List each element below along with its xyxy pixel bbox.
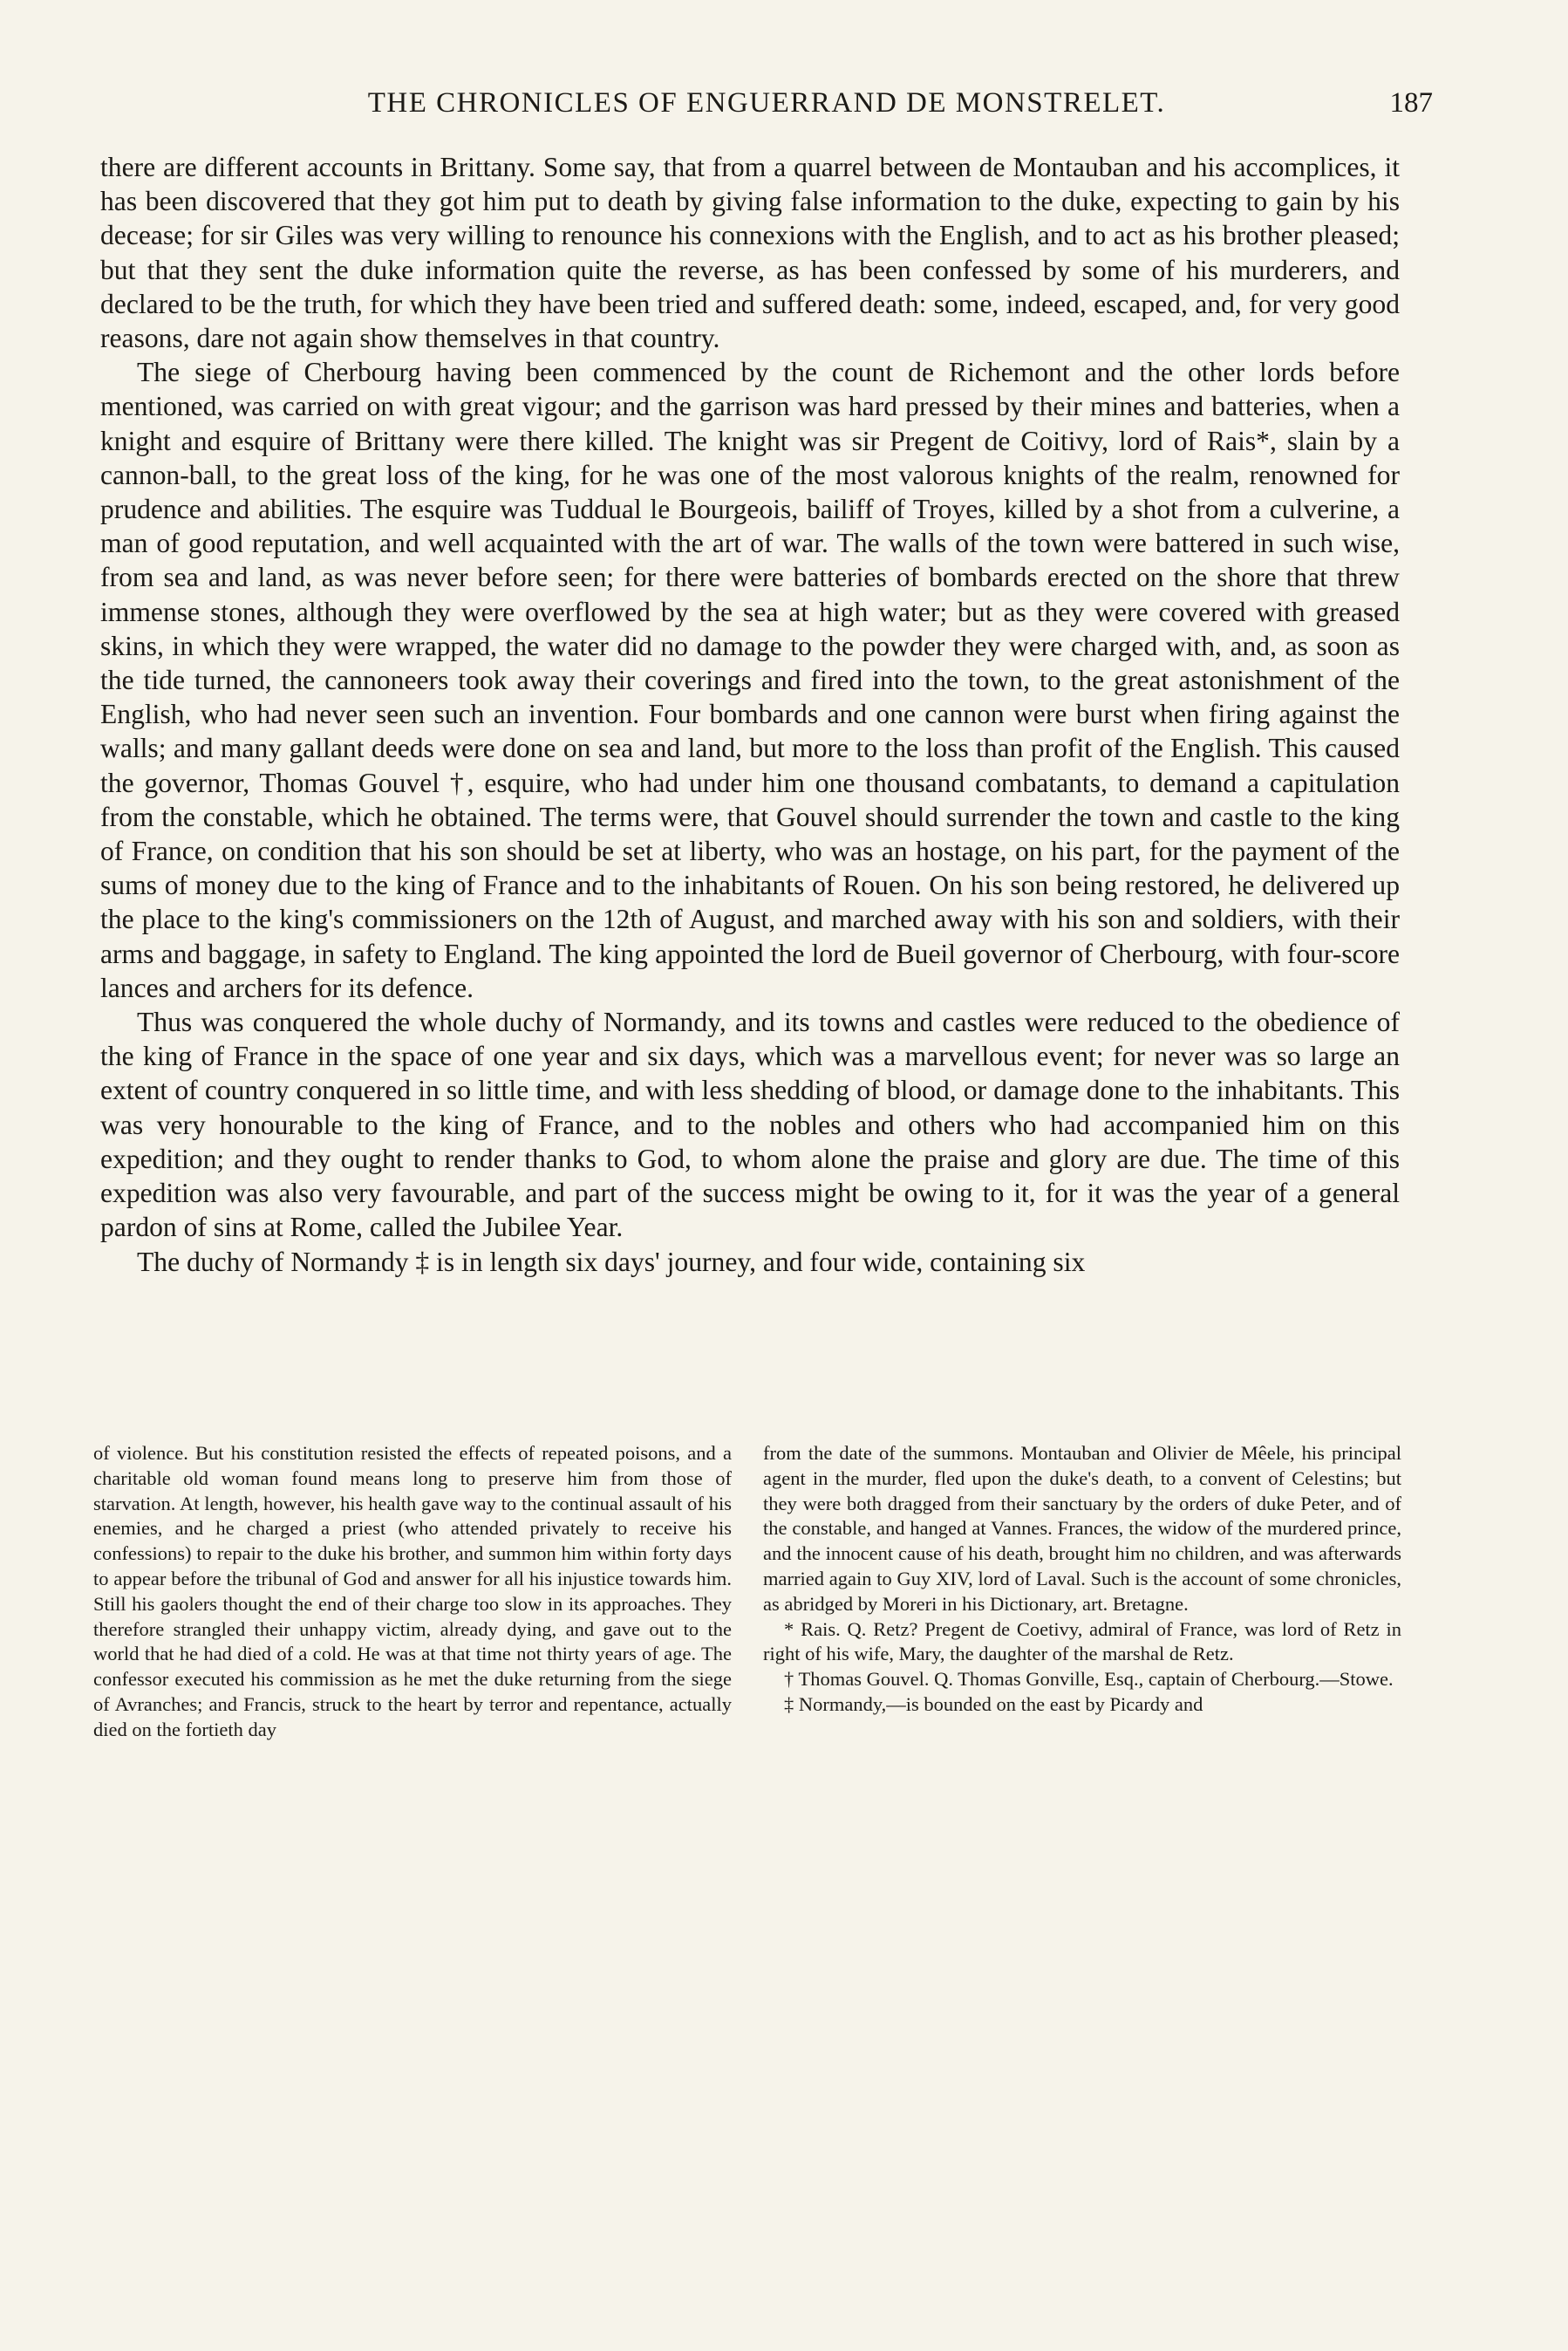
footnote: of violence. But his constitution resisted the effects of repeated poisons, and a charitable old woman found means long to preserve him from those of starvation. At length, however, his health gave way to the continual assault of his enemies, and he charged a priest (who attended privately to receive his confessions) to repair to the duke his brother, and summon him within forty days to appear before the tribunal of God and answer for all his injustice towards him. Still his gaolers thought the end of their charge too slow in its approaches. They therefore strangled their unhappy victim, already dying, and gave out to the world that he had died of a cold. He was at that time not thirty years of age. The confessor executed his commission as he met the duke returning from the siege of Avranches; and Francis, struck to the heart by terror and repentance, actually died on the fortieth day [93, 1442, 732, 1740]
page-header [100, 87, 1433, 140]
paragraph: Thus was conquered the whole duchy of Normandy, and its towns and castles were reduced to the obedience of the king of France in the space of one year and six days, which was a marvellous event; for never was so large an extent of country conquered in so little time, and with less shedding of blood, or damage done to the inhabitants. This was very honourable to the king of France, and to the nobles and others who had accompanied him on this expedition; and they ought to render thanks to God, to whom alone the praise and glory are due. The time of this expedition was also very favourable, and part of the success might be owing to it, for it was the year of a general pardon of sins at Rome, called the Jubilee Year. [100, 1007, 1400, 1243]
footnote: † Thomas Gouvel. Q. Thomas Gonville, Esq., captain of Cherbourg.—Stowe. [784, 1668, 1394, 1691]
footnote: from the date of the summons. Montauban and Olivier de Mêele, his principal agent in the murder, fled upon the duke's death, to a convent of Celestins; but they were both dragged from their sanctuary by the orders of duke Peter, and of the constable, and hanged at Vannes. Frances, the widow of the murdered prince, and the innocent cause of his death, brought him no children, and was afterwards married again to Guy XIV, lord of Laval. Such is the account of some chronicles, as abridged by Moreri in his Dictionary, art. Bretagne. [763, 1442, 1401, 1615]
paragraph: The duchy of Normandy ‡ is in length six days' journey, and four wide, containing six [137, 1246, 1086, 1277]
paragraph: there are different accounts in Brittany. Some say, that from a quarrel between de Montauban and his accomplices, it has been discovered that they got him put to death by giving false information to the duke, expecting to gain by his decease; for sir Giles was very willing to renounce his connexions with the English, and to act as his brother pleased; but that they sent the duke information quite the reverse, as has been confessed by some of his murderers, and declared to be the truth, for which they have been tried and suffered death: some, indeed, escaped, and, for very good reasons, dare not again show themselves in that country. [100, 152, 1400, 354]
main-text [100, 150, 1400, 1279]
footnote: ‡ Normandy,—is bounded on the east by Picardy and [784, 1692, 1203, 1715]
footnote: * Rais. Q. Retz? Pregent de Coetivy, admiral of France, was lord of Retz in right of his wife, Mary, the daughter of the marshal de Retz. [763, 1617, 1401, 1665]
footnote-column-right [763, 1441, 1401, 1743]
running-title: THE CHRONICLES OF ENGUERRAND DE MONSTRELET. [367, 87, 1166, 119]
page-number: 187 [1389, 87, 1433, 119]
paragraph: The siege of Cherbourg having been commenced by the count de Richemont and the other lords before mentioned, was carried on with great vigour; and the garrison was hard pressed by their mines and batteries, when a knight and esquire of Brittany were there killed. The knight was sir Pregent de Coitivy, lord of Rais*, slain by a cannon-ball, to the great loss of the king, for he was one of the most valorous knights of the realm, renowned for prudence and abilities. The esquire was Tuddual le Bourgeois, bailiff of Troyes, killed by a shot from a culverine, a man of good reputation, and well acquainted with the art of war. The walls of the town were battered in such wise, from sea and land, as was never before seen; for there were batteries of bombards erected on the shore that threw immense stones, although they were overflowed by the sea at high water; but as they were covered with greased skins, in which they were wrapped, the water did no damage to the powder they were charged with, and, as soon as the tide turned, the cannoneers took away their coverings and fired into the town, to the great astonishment of the English, who had never seen such an invention. Four bombards and one cannon were burst when firing against the walls; and many gallant deeds were done on sea and land, but more to the loss than profit of the English. This caused the governor, Thomas Gouvel †, esquire, who had under him one thousand combatants, to demand a capitulation from the constable, which he obtained. The terms were, that Gouvel should surrender the town and castle to the king of France, on condition that his son should be set at liberty, who was an hostage, on his part, for the payment of the sums of money due to the king of France and to the inhabitants of Rouen. On his son being restored, he delivered up the place to the king's commissioners on the 12th of August, and marched away with his son and soldiers, with their arms and baggage, in safety to England. The king appointed the lord de Bueil governor of Cherbourg, with four-score lances and archers for its defence. [100, 357, 1400, 1003]
footnote-column-left [93, 1441, 732, 1743]
footnotes [93, 1441, 1401, 1743]
